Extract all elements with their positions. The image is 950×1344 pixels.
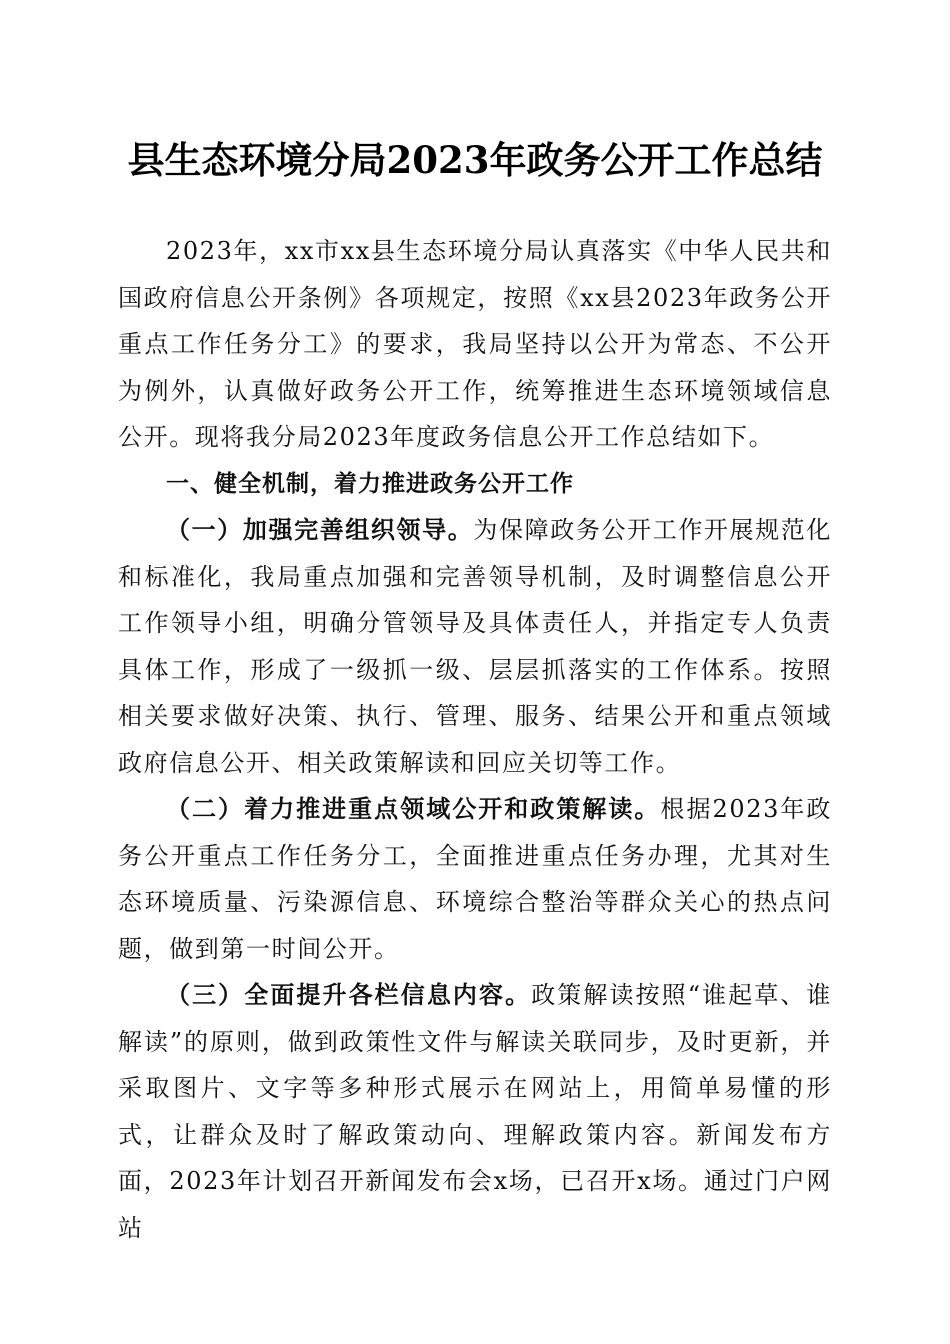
item-text-2: 根据2023年政务公开重点工作任务分工，全面推进重点任务办理，尤其对生态环境质量、污染源信息、环境综合整治等群众关心的热点问题，做到第一时间公开。 bbox=[118, 795, 832, 963]
section-heading: 一、健全机制，着力推进政务公开工作 bbox=[166, 470, 574, 497]
item-lead-2: （二）着力推进重点领域公开和政策解读。 bbox=[166, 794, 661, 823]
document-body bbox=[118, 228, 832, 1251]
item-paragraph-3 bbox=[118, 972, 832, 1251]
item-lead-1: （一）加强完善组织领导。 bbox=[166, 515, 474, 544]
item-text-1: 为保障政务公开工作开展规范化和标准化，我局重点加强和完善领导机制，及时调整信息公开工作领导小组，明确分管领导及具体责任人，并指定专人负责具体工作，形成了一级抓一级、层层抓落实的工作体系。按照相关要求做好决策、执行、管理、服务、结果公开和重点领域政府信息公开、相关政策解读和回应关切等工作。 bbox=[118, 516, 832, 777]
item-lead-3: （三）全面提升各栏信息内容。 bbox=[166, 980, 532, 1009]
document-title: 县生态环境分局2023年政务公开工作总结 bbox=[127, 138, 823, 182]
intro-paragraph: 2023年，xx市xx县生态环境分局认真落实《中华人民共和国政府信息公开条例》各项规定，按照《xx县2023年政务公开重点工作任务分工》的要求，我局坚持以公开为常态、不公开为例外，认真做好政务公开工作，统筹推进生态环境领域信息公开。现将我分局2023年度政务信息公开工作总结如下。 bbox=[118, 237, 832, 451]
item-paragraph-2 bbox=[118, 786, 832, 972]
item-text-3: 政策解读按照“谁起草、谁解读”的原则，做到政策性文件与解读关联同步，及时更新，并采取图片、文字等多种形式展示在网站上，用简单易懂的形式，让群众及时了解政策动向、理解政策内容。新闻发布方面，2023年计划召开新闻发布会x场，已召开x场。通过门户网站 bbox=[118, 981, 833, 1242]
item-paragraph-1 bbox=[118, 507, 832, 786]
